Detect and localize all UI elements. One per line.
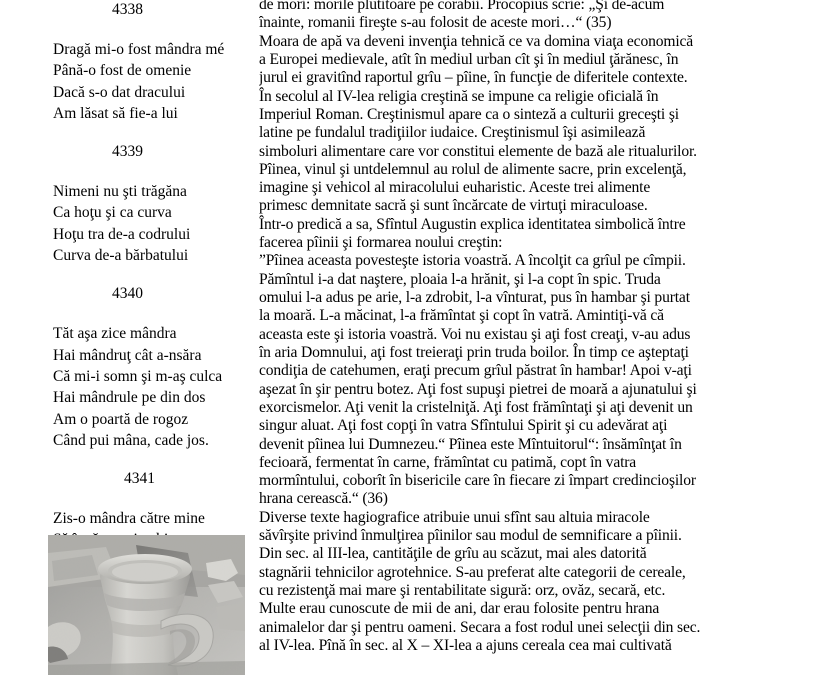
prose-line: animalelor dar şi pentru oameni. Secara a fost rodul unei selecţii din sec.	[259, 618, 701, 636]
song-line: Nimeni nu şti trăgăna	[53, 183, 187, 201]
pottery-photograph	[48, 535, 245, 675]
song-line: Dragă mi-o fost mândra mé	[53, 41, 225, 58]
prose-line: omului l-a adus pe arie, l-a zdrobit, l-a vînturat, pus în hambar şi purtat	[259, 289, 690, 306]
prose-line: primesc demnitate sacră şi sunt încărcate de virtuţi miraculoase.	[259, 197, 648, 215]
song-verse	[0, 39, 255, 124]
song-line: Până-o fost de omenie	[53, 62, 192, 80]
prose-line: Multe erau cunoscute de mii de ani, dar erau folosite pentru hrana	[259, 600, 660, 618]
spacer	[0, 451, 255, 469]
prose-line: ”Pîinea aceasta povesteşte istoria voastră. A încolţit ca grîul pe cîmpii.	[259, 252, 686, 270]
song-list	[0, 0, 255, 551]
song-number: 4340	[112, 285, 143, 303]
prose-line: în aria Domnului, aţi fost treieraţi prin truda boilor. În timp ce aşteptaţi	[259, 343, 689, 361]
prose-line: singur aluat. Aţi fost copţi în vatra Sfîntului Spirit şi cu adevărat aţi	[259, 417, 668, 435]
prose-line: exorcismelor. Aţi venit la cristelniţă. Aţi fost frămîntaţi şi aţi devenit un	[259, 398, 693, 416]
song-number: 4339	[112, 143, 143, 161]
spacer	[0, 162, 255, 181]
prose-line: Diverse texte hagiografice atribuie unui sfînt sau altuia miracole	[259, 508, 650, 526]
prose-line: la moară. L-a măcinat, l-a frămîntat şi copt în vatră. Amintiţi-vă că	[259, 307, 664, 325]
spacer	[0, 304, 255, 323]
prose-line: condiţia de catehumen, eraţi precum grîul păstrat în hambar! Apoi v-aţi	[259, 362, 692, 380]
spacer	[0, 266, 255, 284]
prose-line: Moara de apă va deveni invenţia tehnică ce va domina viaţa economică	[259, 32, 694, 50]
prose-line: Într-o predică a sa, Sfîntul Augustin explica identitatea simbolică între	[259, 215, 686, 233]
song-number: 4338	[112, 1, 143, 18]
song-line: Hai mândrule pe din dos	[53, 389, 206, 407]
prose-line: imagine şi vehicol al miracolului euharistic. Aceste trei alimente	[259, 179, 651, 197]
prose-line: a Europei medievale, atît în mediul urban cît şi în mediul ţărănesc, în	[259, 50, 679, 68]
prose-line: aceasta este şi istoria voastră. Voi nu existau şi aţi fost creaţi, v-au adus	[259, 325, 691, 343]
song-line: Zis-o mândra către mine	[53, 510, 205, 528]
song-line: Când pui mâna, cade jos.	[53, 431, 209, 449]
song-entry	[0, 284, 255, 469]
prose-line: al IV-lea. Pînă în sec. al X – XI-lea a ajuns cereala cea mai cultivată	[259, 636, 672, 654]
song-line: Curva de-a bărbatului	[53, 247, 189, 265]
prose-line: săvîrşite privind înmulţirea pîinilor sau modul de semnificare a pîinii.	[259, 527, 682, 545]
prose-line: mormîntului, coborît în bisericile care în fiecare zi împart credincioşilor	[259, 472, 696, 490]
song-line: Hoţu tra de-a codrului	[53, 225, 191, 243]
right-column	[259, 0, 826, 675]
song-number: 4341	[124, 470, 155, 488]
prose-line: Imperiul Roman. Creştinismul apare ca o sinteză a culturii greceşti şi	[259, 105, 679, 123]
song-line: Am o poartă de rogoz	[53, 410, 189, 428]
song-line: Că mi-i somn şi m-aş culca	[53, 367, 223, 385]
prose-line: hrana cerească.“ (36)	[259, 490, 388, 508]
prose-line: latine pe fundalul tradiţiilor iudaice. Creştinismul îşi asimilează	[259, 124, 646, 142]
prose-line: facerea pîinii şi formarea noului creştin:	[259, 234, 503, 252]
prose-line: stagnării tehnicilor agrotehnice. S-au preferat alte categorii de cereale,	[259, 563, 686, 581]
prose-line: înainte, romanii fireşte s-au folosit de aceste mori…“ (35)	[259, 14, 612, 32]
spacer	[0, 124, 255, 142]
song-line: Dacă s-o dat dracului	[53, 83, 186, 101]
prose-line: simboluri alimentare care vor constitui elemente de bază ale ritualurilor.	[259, 142, 697, 160]
prose-line: devenit pîinea lui Dumnezeu.“ Pîinea este Mîntuitorul“: însămînţat în	[259, 435, 682, 453]
prose-line: aşezat în şir pentru botez. Aţi fost supuşi pietrei de moară a ajunatului şi	[259, 380, 697, 398]
prose-line: de mori: morile plutitoare pe corabii. Procopius scrie: „Şi de-acum	[259, 0, 665, 13]
prose-line: cu rezistenţă mai mare şi rentabilitate sigură: orz, ovăz, secară, etc.	[259, 582, 666, 599]
prose-line: Pămîntul i-a dat naştere, ploaia l-a hrănit, şi l-a copt în spic. Truda	[259, 270, 661, 288]
song-entry	[0, 0, 255, 142]
pottery-photo-graphic	[48, 535, 245, 675]
prose-line: Din sec. al III-lea, cantităţile de grîu au scăzut, mai ales datorită	[259, 545, 647, 563]
prose-line: jurul ei gravitînd raportul grîu – pîine, în funcţie de diferitele contexte.	[259, 69, 688, 87]
song-line: Am lăsat să fie-a lui	[53, 104, 178, 122]
song-line: Ca hoţu şi ca curva	[53, 204, 172, 222]
song-line: Hai mândruţ cât a-nsăra	[53, 346, 202, 364]
prose-block	[259, 0, 826, 655]
prose-line: fecioară, fermentat în carne, frămîntat cu patimă, copt în vatra	[259, 453, 637, 471]
spacer	[0, 489, 255, 508]
prose-line: În secolul al IV-lea religia creştină se impune ca religie oficială în	[259, 87, 659, 105]
prose-line: Pîinea, vinul şi untdelemnul au rolul de alimente sacre, prin excelenţă,	[259, 160, 687, 178]
song-entry	[0, 142, 255, 284]
song-verse	[0, 323, 255, 451]
spacer	[0, 20, 255, 39]
song-line: Tăt aşa zice mândra	[53, 325, 177, 343]
song-verse	[0, 181, 255, 266]
